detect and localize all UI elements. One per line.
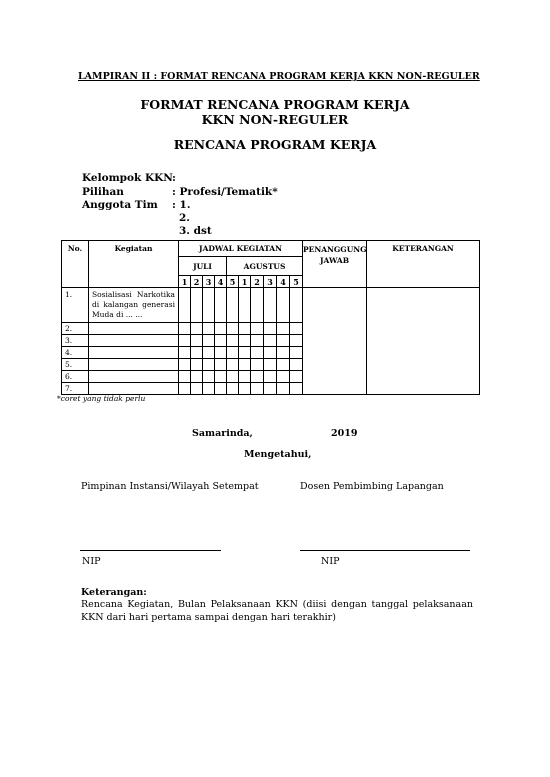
nip-right: NIP — [321, 556, 340, 567]
anggota-label: Anggota Tim — [82, 199, 158, 211]
week-cell: 4 — [215, 276, 227, 288]
row-kegiatan — [89, 371, 179, 383]
keterangan-cell — [367, 288, 480, 395]
anggota-2: 2. — [179, 212, 190, 224]
week-cell: 3 — [264, 276, 277, 288]
row-number: 6. — [62, 371, 89, 383]
week-cell: 2 — [251, 276, 264, 288]
week-cell: 1 — [179, 276, 191, 288]
pilihan-value: : Profesi/Tematik* — [172, 186, 278, 198]
header-no: No. — [62, 241, 89, 288]
anggota-1: : 1. — [172, 199, 191, 211]
header-agustus: AGUSTUS — [227, 257, 303, 276]
keterangan-text: Rencana Kegiatan, Bulan Pelaksanaan KKN (diisi dengan tanggal pelaksanaan KKN dari hari pertama sampai dengan hari terakhir) — [81, 599, 473, 623]
mengetahui-label: Mengetahui, — [244, 449, 312, 460]
row-kegiatan — [89, 383, 179, 395]
section-title: RENCANA PROGRAM KERJA — [173, 137, 377, 152]
right-signatory-title: Dosen Pembimbing Lapangan — [300, 481, 444, 492]
nip-left: NIP — [82, 556, 101, 567]
row-kegiatan — [89, 359, 179, 371]
header-jadwal: JADWAL KEGIATAN — [179, 241, 303, 257]
left-signature-line — [80, 550, 221, 551]
right-signature-line — [300, 550, 470, 551]
left-signatory-title: Pimpinan Instansi/Wilayah Setempat — [81, 481, 259, 492]
header-penanggung-jawab: PENANGGUNG JAWAB — [303, 241, 367, 288]
week-cell: 4 — [277, 276, 290, 288]
kelompok-label: Kelompok KKN — [82, 172, 173, 184]
kelompok-value: : — [172, 172, 176, 184]
signature-place: Samarinda, — [192, 428, 253, 439]
document-title: FORMAT RENCANA PROGRAM KERJA — [140, 97, 410, 112]
row-kegiatan: Sosialisasi Narkotika di kalangan generasi Muda di ... ... — [89, 288, 179, 323]
week-cell: 1 — [239, 276, 251, 288]
table-footnote: *coret yang tidak perlu — [57, 394, 146, 403]
anggota-3: 3. dst — [179, 225, 212, 237]
row-number: 3. — [62, 335, 89, 347]
document-subtitle: KKN NON-REGULER — [201, 112, 349, 127]
row-kegiatan — [89, 323, 179, 335]
header-juli: JULI — [179, 257, 227, 276]
row-number: 1. — [62, 288, 89, 323]
row-number: 7. — [62, 383, 89, 395]
pilihan-label: Pilihan — [82, 186, 124, 198]
week-cell: 2 — [191, 276, 203, 288]
penanggung-jawab-cell — [303, 288, 367, 395]
header-kegiatan: Kegiatan — [89, 241, 179, 288]
row-kegiatan — [89, 335, 179, 347]
row-kegiatan — [89, 347, 179, 359]
row-number: 4. — [62, 347, 89, 359]
schedule-table — [61, 240, 480, 395]
keterangan-label: Keterangan: — [81, 587, 147, 598]
week-cell: 5 — [290, 276, 303, 288]
week-cell: 5 — [227, 276, 239, 288]
week-cell: 3 — [203, 276, 215, 288]
header-keterangan: KETERANGAN — [367, 241, 480, 288]
row-number: 2. — [62, 323, 89, 335]
signature-year: 2019 — [331, 428, 358, 439]
row-number: 5. — [62, 359, 89, 371]
lampiran-heading: LAMPIRAN II : FORMAT RENCANA PROGRAM KERJA KKN NON-REGULER — [78, 71, 480, 82]
table-row — [62, 288, 480, 323]
